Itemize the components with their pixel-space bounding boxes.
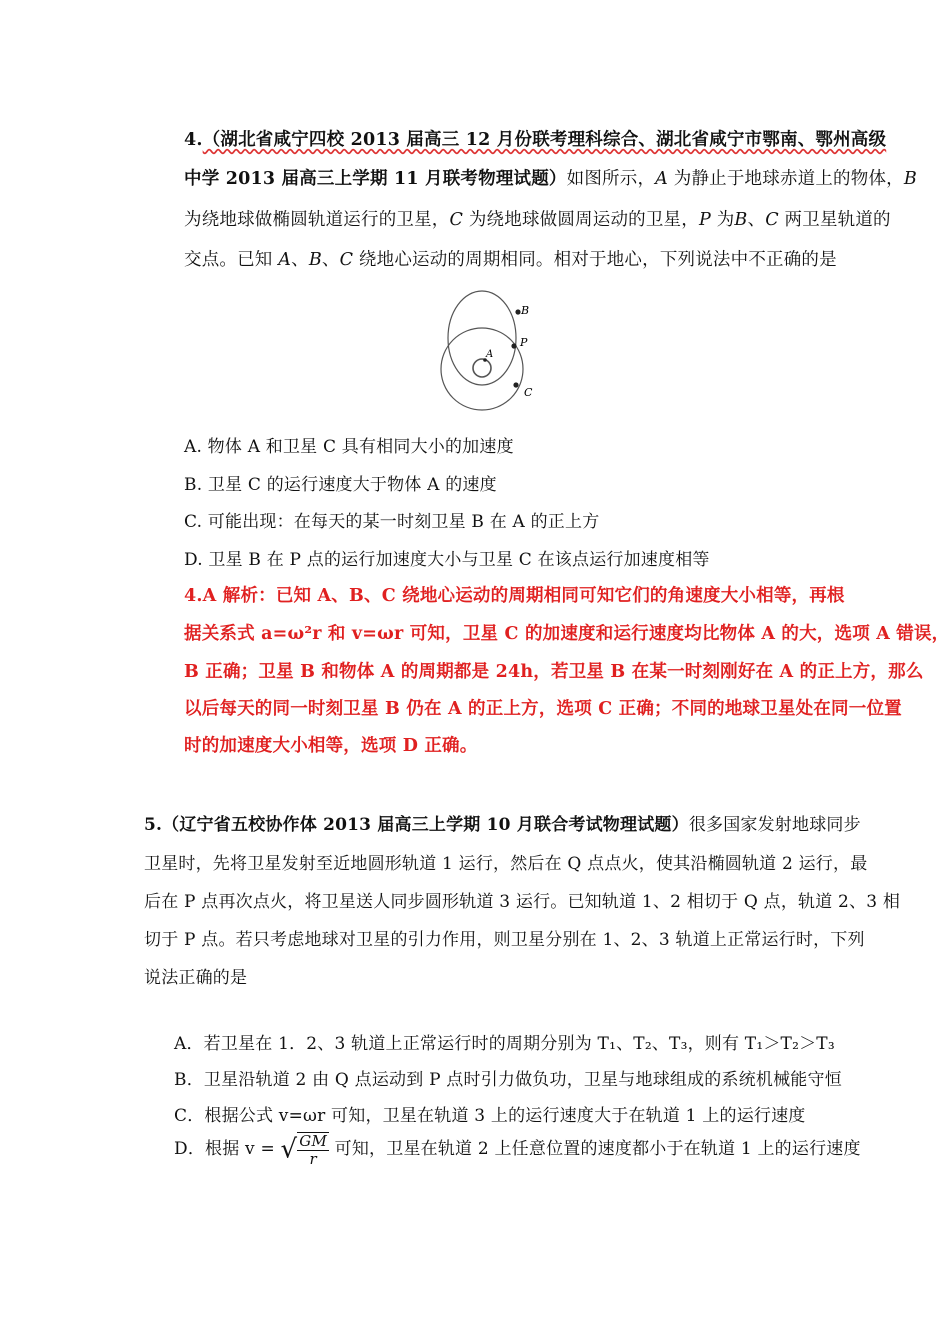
q4-l3-t3: 、 [747, 210, 766, 230]
q4-l3-p: P [698, 210, 711, 230]
q5-line4: 切于 P 点。若只考虑地球对卫星的引力作用，则卫星分别在 1、2、3 轨道上正常运行时，下列 [144, 930, 865, 950]
q4-answer-line1: 4.A 解析：已知 A、B、C 绕地心运动的周期相同可知它们的角速度大小相等，再根 [184, 586, 845, 606]
q4-l4-t1: 交点。已知 [184, 250, 279, 270]
fraction-numerator: GM [299, 1132, 328, 1150]
q4-stem-b: B [903, 169, 917, 189]
q4-l3-c2: C [765, 210, 779, 230]
satellite-c-dot [513, 382, 518, 387]
q4-l4-t4: 绕地心运动的周期相同。相对于地心，下列说法中不正确的是 [353, 250, 837, 270]
q4-source-2: 中学 2013 届高三上学期 11 月联考物理试题） [184, 169, 567, 189]
elliptical-orbit-b [448, 291, 516, 385]
q5-option-d [174, 1132, 861, 1167]
q5-source: （辽宁省五校协作体 2013 届高三上学期 10 月联合考试物理试题） [162, 815, 689, 835]
q4-l4-c: C [339, 250, 354, 270]
q4-stem-1: 如图所示， [566, 169, 656, 189]
q5-line2: 卫星时，先将卫星发射至近地圆形轨道 1 运行，然后在 Q 点点火，使其沿椭圆轨道 2 运行，最 [144, 854, 868, 874]
q4-l3-t1: 为绕地球做圆周运动的卫星， [463, 210, 699, 230]
q4-l3-b: B [734, 210, 748, 230]
q4-stem-2: 为静止于地球赤道上的物体， [667, 169, 904, 189]
q4-source-1: （湖北省咸宁四校 2013 届高三 12 月份联考理科综合、湖北省咸宁市鄂南、鄂州高级 [202, 130, 887, 150]
q4-l4-a: A [278, 250, 292, 270]
q4-l3-t0: 为绕地球做椭圆轨道运行的卫星， [184, 210, 450, 230]
circular-orbit-c [441, 328, 523, 410]
q4-l3-t2: 为 [710, 210, 735, 230]
q4-option-b: B. 卫星 C 的运行速度大于物体 A 的速度 [184, 475, 497, 495]
q4-line2 [184, 165, 917, 190]
q4-line3 [184, 206, 891, 231]
label-a: A [486, 349, 494, 360]
q4-answer-line4: 以后每天的同一时刻卫星 B 仍在 A 的正上方，选项 C 正确；不同的地球卫星处在同一位置 [184, 699, 902, 719]
earth-circle [473, 359, 491, 377]
q5-line1 [144, 810, 861, 835]
q4-source-line1 [184, 126, 886, 151]
q5-option-d-post: 可知，卫星在轨道 2 上任意位置的速度都小于在轨道 1 上的运行速度 [334, 1139, 861, 1159]
q4-l4-b: B [308, 250, 322, 270]
q4-l4-t3: 、 [321, 250, 340, 270]
sqrt-formula [281, 1132, 330, 1167]
q5-option-a: A．若卫星在 1．2、3 轨道上正常运行时的周期分别为 T₁、T₂、T₃，则有 T₁＞T₂＞T₃ [174, 1034, 835, 1054]
q5-option-d-pre: D．根据 v = [174, 1139, 275, 1159]
fraction-denominator: r [309, 1149, 317, 1168]
q5-option-b: B．卫星沿轨道 2 由 Q 点运动到 P 点时引力做负功，卫星与地球组成的系统机械能守恒 [174, 1070, 842, 1090]
q4-stem-a: A [655, 169, 668, 189]
q5-line3: 后在 P 点再次点火，将卫星送人同步圆形轨道 3 运行。已知轨道 1、2 相切于 Q 点，轨道 2、3 相 [144, 892, 901, 912]
fraction [297, 1132, 329, 1167]
label-b: B [521, 304, 530, 317]
q4-l4-t2: 、 [291, 250, 309, 270]
q4-answer-line3: B 正确；卫星 B 和物体 A 的周期都是 24h，若卫星 B 在某一时刻刚好在 A 的正上方，那么 [184, 662, 924, 682]
q4-l3-c: C [449, 210, 464, 230]
q4-number: 4. [184, 130, 203, 150]
q4-line4 [184, 246, 837, 271]
q4-answer-line2: 据关系式 a=ω²r 和 v=ωr 可知，卫星 C 的加速度和运行速度均比物体 A 的大，选项 A 错误， [184, 624, 950, 644]
radical-sign: √ [280, 1134, 298, 1165]
label-p: P [520, 336, 528, 349]
q5-line1-rest: 很多国家发射地球同步 [688, 815, 861, 835]
q5-option-c: C．根据公式 v=ωr 可知，卫星在轨道 3 上的运行速度大于在轨道 1 上的运行速度 [174, 1106, 806, 1126]
q4-l3-t4: 两卫星轨道的 [778, 210, 891, 230]
q5-number: 5. [144, 815, 163, 835]
q4-option-a: A. 物体 A 和卫星 C 具有相同大小的加速度 [184, 437, 514, 457]
satellite-b-dot [515, 309, 520, 314]
q5-line5: 说法正确的是 [144, 968, 248, 988]
orbit-diagram [430, 286, 540, 416]
q4-option-d: D. 卫星 B 在 P 点的运行加速度大小与卫星 C 在该点运行加速度相等 [184, 550, 710, 570]
point-p-dot [511, 343, 516, 348]
q4-answer-line5: 时的加速度大小相等，选项 D 正确。 [184, 736, 478, 756]
label-c: C [524, 386, 533, 399]
q4-option-c: C. 可能出现：在每天的某一时刻卫星 B 在 A 的正上方 [184, 512, 600, 532]
